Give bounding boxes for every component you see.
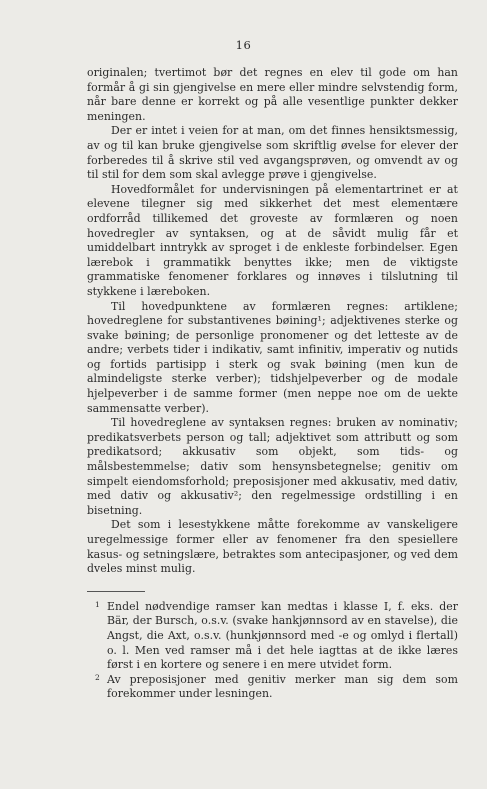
footnote-text: Av preposisjoner med genitiv merker man sig dem som forekommer under lesningen. (107, 672, 458, 701)
paragraph: originalen; tvertimot bør det regnes en elev til gode om han formår å gi sin gjengivelse en mere eller mindre selvstendig form, når bare denne er korrekt og på alle vesentlige punkter dekker meningen. (87, 66, 458, 123)
paragraph: Hovedformålet for undervisningen på elementartrinet er at elevene tilegner sig med sikkerhet det mest elementære ordforråd tillikemed det groveste av formlæren og noen hovedregler av syntaksen, og at de såvidt mulig får et umiddelbart inntrykk av sproget i de enkleste forbindelser. Egen lærebok i grammatikk benyttes ikke; men de viktigste grammatiske fenomener forklares og innøves i tilslutning til stykkene i læreboken. (87, 182, 458, 298)
page-number: 16 (235, 38, 252, 52)
paragraph: Til hovedpunktene av formlæren regnes: artiklene; hovedreglene for substantivenes bøining¹; adjektivenes sterke og svake bøining; de personlige pronomener og det letteste av de andre; verbets tider i indikativ, samt infinitiv, imperativ og nutids og fortids partisipp i sterk og svak bøining (men kun de almindeligste sterke verber); tidshjelpeverber og de modale hjelpeverber i de samme former (men neppe noe om de uekte sammensatte verber). (87, 299, 458, 415)
paragraph: Det som i lesestykkene måtte forekomme av vanskeligere uregelmessige former eller av fenomener fra den spesiellere kasus- og setningslære, betraktes som antecipasjoner, og ved dem dveles minst mulig. (87, 518, 458, 576)
paragraph: Til hovedreglene av syntaksen regnes: bruken av nominativ; predikatsverbets person og tall; adjektivet som attributt og som predikatsord; akkusativ som objekt, som tids- og målsbestemmelse; dativ som hensynsbetegnelse; genitiv om simpelt eiendomsforhold; preposisjoner med akkusativ, med dativ, med dativ og akkusativ²; den regelmessige ordstilling i en bisetning. (87, 416, 458, 517)
paragraph: Der er intet i veien for at man, om det finnes hensiktsmessig, av og til kan bruke gjengivelse som skriftlig øvelse for elever der forberedes til å skrive stil ved avgangsprøven, og omvendt av og til stil for dem som skal avlegge prøve i gjengivelse. (87, 124, 458, 182)
footnote (87, 673, 458, 702)
footnotes (87, 600, 458, 702)
footnote-divider (87, 591, 145, 592)
footnote (87, 600, 458, 673)
footnote-marker: 2 (95, 672, 100, 682)
footnote-text: Endel nødvendige ramser kan medtas i klasse I, f. eks. der Bär, der Bursch, o.s.v. (svake hankjønnsord av en stavelse), die Angst, die Axt, o.s.v. (hunkjønnsord med -e og omlyd i flertall) o. l. Men ved ramser må i det hele iagttas at de ikke læres først i en kortere og senere i en mere utvidet form. (107, 599, 458, 672)
footnote-marker: 1 (95, 599, 100, 609)
body-text (87, 66, 458, 702)
